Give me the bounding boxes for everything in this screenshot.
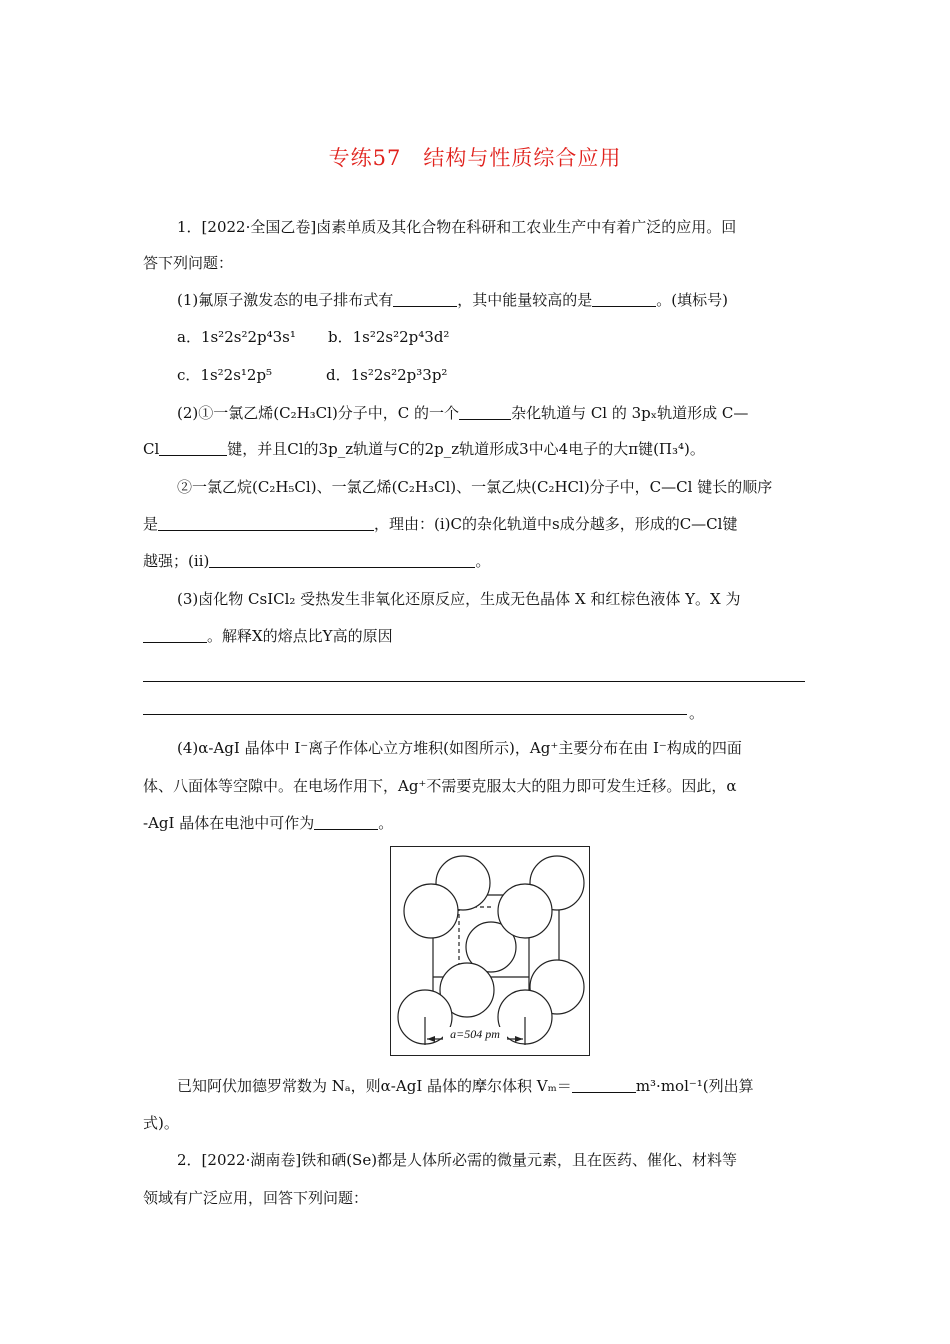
lattice-constant-label: a=504 pm: [450, 1027, 500, 1041]
answer-blank: [592, 291, 656, 307]
q1-part4-line1: (4)α-AgI 晶体中 I⁻离子作体心立方堆积(如图所示)，Ag⁺主要分布在由 I⁻构成的四面: [177, 739, 742, 757]
q1-part2-text-d: 键，并且Cl的3p_z轨道与C的2p_z轨道形成3中心4电子的大π键(Π₃⁴)。: [227, 440, 705, 458]
answer-blank: [459, 404, 511, 420]
q1-part2-line4: [143, 514, 737, 534]
q1-option-b: b．1s²2s²2p⁴3d²: [328, 328, 450, 346]
q1-part2-text-h: 越强；(ⅱ): [143, 552, 210, 570]
q2-intro-line1: 2．[2022·湖南卷]铁和硒(Se)都是人体所必需的微量元素，且在医药、催化、材料等: [177, 1151, 738, 1169]
q1-option-c: c．1s²2s¹2p⁵: [177, 366, 273, 384]
q1-part2-line1: [177, 403, 748, 423]
page-title: 专练57 结构与性质综合应用: [328, 146, 622, 170]
answer-blank: [209, 552, 475, 568]
q1-part3-end: 。: [689, 704, 705, 722]
q1-part2-line5: [143, 551, 490, 571]
q1-part2-text-b: 杂化轨道与 Cl 的 3pₓ轨道形成 C—: [511, 404, 749, 422]
q1-part5-text-a: 已知阿伏加德罗常数为 Nₐ，则α-AgI 晶体的摩尔体积 Vₘ＝: [177, 1077, 572, 1095]
q2-intro-line2: 领域有广泛应用，回答下列问题：: [143, 1189, 369, 1207]
q1-part2-text-i: 。: [475, 552, 491, 570]
bcc-unit-cell-diagram: [391, 847, 589, 1055]
q1-part4-text-d: 。: [378, 814, 394, 832]
q1-part2-line3: ②一氯乙烷(C₂H₅Cl)、一氯乙烯(C₂H₃Cl)、一氯乙炔(C₂HCl)分子中，C—Cl 键长的顺序: [177, 478, 773, 496]
q1-part4-text-c: -AgI 晶体在电池中可作为: [143, 814, 315, 832]
answer-rule: [143, 714, 687, 715]
answer-blank: [159, 440, 227, 456]
q1-part4-line2: 体、八面体等空隙中。在电场作用下，Ag⁺不需要克服太大的阻力即可发生迁移。因此，α: [143, 777, 737, 795]
answer-blank: [143, 627, 207, 643]
q1-part1-text-b: ，其中能量较高的是: [457, 291, 593, 309]
q1-intro-line2: 答下列问题：: [143, 254, 234, 272]
q1-part2-text-c: Cl: [143, 440, 160, 458]
q1-intro-line1: 1．[2022·全国乙卷]卤素单质及其化合物在科研和工农业生产中有着广泛的应用。回: [177, 218, 737, 236]
q1-part2-text-f: 是: [143, 515, 159, 533]
q1-part5-line1: [177, 1076, 754, 1096]
q1-part1-text-a: (1)氟原子激发态的电子排布式有: [177, 291, 394, 309]
q1-part2-line2: [143, 439, 705, 459]
q1-part5-line2: 式)。: [143, 1114, 179, 1132]
iodide-sphere: [498, 884, 552, 938]
q1-part3-line1: (3)卤化物 CsICl₂ 受热发生非氧化还原反应，生成无色晶体 X 和红棕色液体 Y。X 为: [177, 590, 741, 608]
q1-part5-text-b: m³·mol⁻¹(列出算: [635, 1077, 754, 1095]
q1-part1-text-c: 。(填标号): [656, 291, 728, 309]
q1-part2-text-a: (2)①一氯乙烯(C₂H₃Cl)分子中，C 的一个: [177, 404, 460, 422]
answer-blank: [158, 515, 374, 531]
q1-part3-line2: [143, 626, 393, 646]
q1-part2-text-g: ，理由：(ⅰ)C的杂化轨道中s成分越多，形成的C—Cl键: [374, 515, 738, 533]
bcc-crystal-figure: [390, 846, 590, 1056]
answer-blank: [314, 814, 378, 830]
answer-blank: [393, 291, 457, 307]
answer-blank: [572, 1077, 636, 1093]
q1-option-a: a．1s²2s²2p⁴3s¹: [177, 328, 296, 346]
q1-part3-text-b: 。解释X的熔点比Y高的原因: [207, 627, 393, 645]
answer-rule: [143, 681, 805, 682]
iodide-sphere: [404, 884, 458, 938]
q1-option-d: d．1s²2s²2p³3p²: [326, 366, 448, 384]
q1-part4-line3: [143, 813, 393, 833]
q1-part1: [177, 290, 728, 310]
